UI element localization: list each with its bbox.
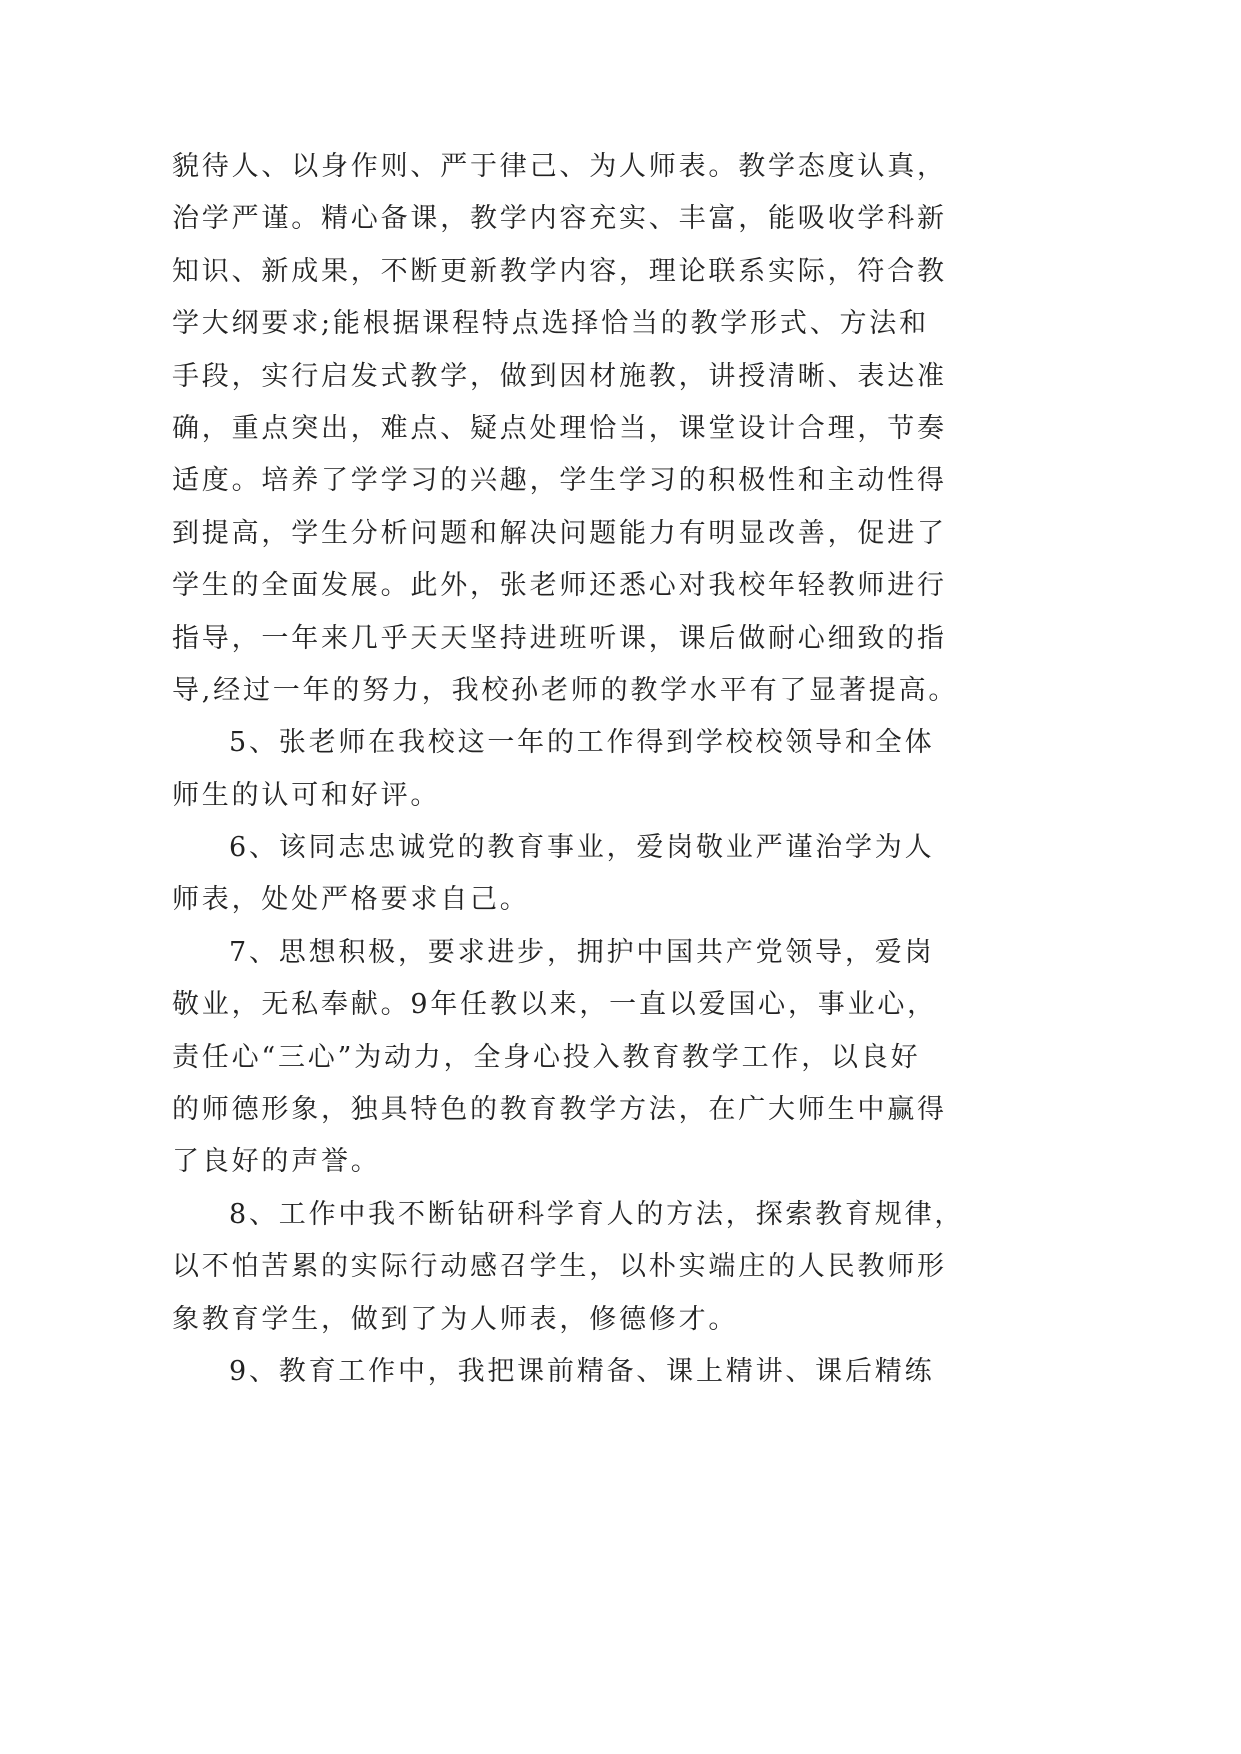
text-line: 7、思想积极，要求进步，拥护中国共产党领导，爱岗: [229, 936, 935, 968]
text-line: 了良好的声誉。: [172, 1146, 381, 1178]
text-line: 导,经过一年的努力，我校孙老师的教学水平有了显著提高。: [172, 674, 959, 706]
text-line: 8、工作中我不断钻研科学育人的方法，探索教育规律，: [229, 1198, 965, 1230]
text-line: 师生的认可和好评。: [172, 779, 441, 811]
text-line: 确，重点突出，难点、疑点处理恰当，课堂设计合理，节奏: [172, 412, 947, 444]
document-body: [172, 141, 972, 1398]
paragraph-item-6: [172, 822, 972, 927]
text-line: 师表，处处严格要求自己。: [172, 884, 530, 916]
text-line: 貌待人、以身作则、严于律己、为人师表。教学态度认真，: [172, 151, 947, 182]
text-line: 的师德形象，独具特色的教育教学方法，在广大师生中赢得: [172, 1094, 947, 1126]
text-line: 治学严谨。精心备课，教学内容充实、丰富，能吸收学科新: [172, 203, 947, 235]
paragraph-item-8: [172, 1189, 972, 1346]
text-line: 知识、新成果，不断更新教学内容，理论联系实际，符合教: [172, 255, 947, 287]
text-line: 5、张老师在我校这一年的工作得到学校校领导和全体: [229, 727, 935, 759]
text-line: 到提高，学生分析问题和解决问题能力有明显改善，促进了: [172, 517, 947, 549]
text-line: 学大纲要求;能根据课程特点选择恰当的教学形式、方法和: [172, 308, 929, 340]
text-line: 学生的全面发展。此外，张老师还悉心对我校年轻教师进行: [172, 570, 947, 602]
text-line: 指导，一年来几乎天天坚持进班听课，课后做耐心细致的指: [172, 622, 947, 654]
text-line: 以不怕苦累的实际行动感召学生，以朴实端庄的人民教师形: [172, 1251, 947, 1283]
paragraph-item-7: [172, 927, 972, 1189]
text-line: 适度。培养了学学习的兴趣，学生学习的积极性和主动性得: [172, 465, 947, 497]
text-line: 9、教育工作中，我把课前精备、课上精讲、课后精练: [229, 1355, 935, 1387]
text-line: 象教育学生，做到了为人师表，修德修才。: [172, 1303, 739, 1335]
paragraph-continuation: [172, 141, 972, 717]
text-line: 敬业，无私奉献。9年任教以来，一直以爱国心，事业心，: [172, 989, 937, 1021]
text-line: 责任心“三心”为动力，全身心投入教育教学工作，以良好: [172, 1041, 921, 1073]
text-line: 6、该同志忠诚党的教育事业，爱岗敬业严谨治学为人: [229, 832, 935, 864]
text-line: 手段，实行启发式教学，做到因材施教，讲授清晰、表达准: [172, 360, 947, 392]
paragraph-item-5: [172, 717, 972, 822]
paragraph-item-9: [172, 1346, 972, 1398]
